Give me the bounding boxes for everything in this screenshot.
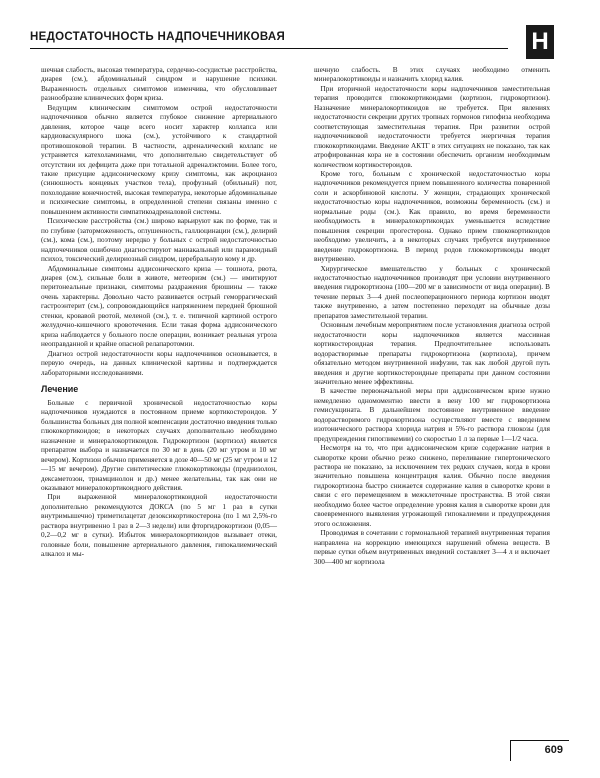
paragraph: Проводимая в сочетании с гормональной терапией внутривенная терапия направлена на коррекцию имеющихся нарушений обмена веществ. В первые сутки объем внутривенных введений составляет 3—4 л и включает 300—400 мг кортизола [314, 529, 550, 566]
paragraph: Несмотря на то, что при аддисоническом кризе содержание натрия в сыворотке крови обычно резко снижено, переливание гипертонического раствора не показано, за исключением тех редких случаев, когда в крови значительно повышена концентрация калия. Обычно после введения гидрокортизона быстро снижается содержание калия в сыворотке крови в связи с его перемещением в межклеточные пространства. В этой связи необходимо более частое определение уровня калия в сыворотке крови для своевременного выявления угрожающей гипокалиемии и предупреждения этого осложнения. [314, 444, 550, 528]
paragraph: Хирургическое вмешательство у больных с хронической недостаточностью надпочечников производят при условии внутривенного введения гидрокортизона (100—200 мг в зависимости от вида операции). В течение первых 3—4 дней послеоперационного периода кортизон вводят также внутривенно, а затем постепенно переходят на обычные дозы препаратов заместительной терапии. [314, 264, 550, 320]
paragraph: При вторичной недостаточности коры надпочечников заместительная терапия проводится глюкокортикоидами (кортизон, гидрокортизон). Назначение минералокортикоидов не требуется. При явлениях недостаточности секреции других тропных гормонов гипофиза необходима соответствующая заместительная терапия. При развитии острой надпочечниковой недостаточности требуется энергичная терапия глюкокортикоидами. Введение АКТГ в этих ситуациях не показано, так как атрофированная кора не в состоянии обеспечить организм необходимым количеством кортикостероидов. [314, 84, 550, 169]
paragraph: Психические расстройства (см.) широко варьируют как по форме, так и по глубине (заторможенность, оглушенность, галлюцинации (см.), делирий (см.), кома (см.), поэтому нередко у больных с острой недостаточностью надпочечников ошибочно диагностируют маниакальный или параноидный психоз, токсический делириозный синдром, церебральную кому и др. [41, 217, 277, 264]
paragraph: шечная слабость, высокая температура, сердечно-сосудистые расстройства, диарея (см.), абдоминальный синдром и нарушение психики. Выраженность отдельных симптомов изменчива, что обусловливает разнообразие клинических форм криза. [41, 66, 277, 103]
section-letter: Н [531, 28, 549, 55]
header-rule [30, 48, 508, 49]
paragraph: Диагноз острой недостаточности коры надпочечников основывается, в первую очередь, на данных клинической картины и подтверждается лабораторными исследованиями. [41, 349, 277, 377]
left-column [41, 66, 277, 560]
paragraph: Больные с первичной хронической недостаточностью коры надпочечников нуждаются в постоянном приеме кортикостероидов. У большинства больных для полной компенсации достаточно введения только глюкокортикоидов; в некоторых случаях дополнительно необходимо назначение и минералокортикоидов. Гидрокортизон (кортизол) является препаратом выбора и назначается по 30 мг в день (20 мг утром и 10 мг вечером). Кортизон обычно применяется в дозе 40—50 мг (25 мг утром и 12—15 мг вечером). Другие синтетические глюкокортикоиды (преднизолон, дексаметозон, триамцинолон и др.) менее желательны, так как они не оказывают минералокортикоидного действия. [41, 398, 277, 493]
running-header [30, 26, 508, 50]
paragraph: В качестве первоначальной меры при аддисоническом кризе нужно немедленно одномоментно ввести в вену 100 мг гидрокортизона гемисукцината. В дальнейшем постоянное внутривенное введение водорастворимого гидрокортизона осуществляют вместе с введением изотонического раствора хлорида натрия и 5%-го раствора глюкозы (для предупреждения гипогликемии) со скоростью 1 л за первые 1—1/2 часа. [314, 387, 550, 443]
section-heading: Лечение [41, 383, 79, 394]
page-number-box [510, 740, 569, 761]
header-title: НЕДОСТАТОЧНОСТЬ НАДПОЧЕЧНИКОВАЯ [30, 31, 286, 43]
paragraph: При выраженной минералокортикоидной недостаточности дополнительно рекомендуются ДОКСА (по 5 мг 1 раз в сутки внутримышечно) триметилацетат дезоксикортикостерона (по 1 мл 2,5%-го раствора внутривенно 1 раз в 2—3 недели) или фторгидрокортизон (0,05—0,2—0,2 мг в сутки). Избыток минералокортикоидов вызывает отеки, головные боли, повышение артериального давления, гипокалиемический алкалоз и мы- [41, 493, 277, 559]
paragraph: шечную слабость. В этих случаях необходимо отменить минералокортикоиды и назначить хлорид калия. [314, 66, 550, 84]
paragraph: Кроме того, больным с хронической недостаточностью коры надпочечников рекомендуется прием повышенного количества поваренной соли и аскорбиновой кислоты. У женщин, страдающих хронической недостаточностью коры надпочечников, возможны беременность (см.) и нормальные роды (см.). Как правило, во время беременности необходимость в минералокортикоидах уменьшается вследствие повышения секреции прогестерона. Однако прием глюкокортикоидов необходимо увеличить, а в некоторых случаях требуется внутривенное введение гидрокортизона. В период родов глюкокортикоиды вводят внутривенно. [314, 169, 550, 264]
right-column [314, 66, 550, 567]
paragraph: Абдоминальные симптомы аддисонического криза — тошнота, рвота, диарея (см.), сильные боли в животе, метеоризм (см.) — имитируют перитонеальные признаки, симптомы раздражения брюшины — также очень характерны. Довольно часто развивается острый геморрагический гастроэнтерит (см.), сопровождающийся напряжением передней брюшной стенки, кровавой рвотой, меленой (см.), т. е. типичной картиной острого желудочно-кишечного кровотечения. Если такая форма аддисонического криза наблюдается у больного после операции, возникает реальная угроза неоправданной и крайне опасной релапаротомии. [41, 264, 277, 349]
paragraph: Основным лечебным мероприятием после установления диагноза острой недостаточности коры надпочечников является массивная кортикостероидная терапия. Предпочтительнее использовать водорастворимые препараты гидрокортизона (кортизола), причем обязательно методом внутривенной инфузии, так как любой другой путь введения и другие кортикостероидные препараты при данном состоянии значительно менее эффективны. [314, 321, 550, 386]
paragraph: Ведущим клиническим симптомом острой недостаточности надпочечников обычно является глубокое снижение артериального давления, которое чаще всего носит характер коллапса или кардиоваскулярного шока (см.), устойчивого к стандартной противошоковой терапии. В частности, адреналический коллапс не устраняется катехоламинами, что дополнительно свидетельствует об отсутствии их дефицита даже при тотальной адреналэктомии. Более того, такие присущие аддисоническому кризу симптомы, как акроцианоз (синюшность концевых участков тела), профузный (обильный) пот, похолодание конечностей, высокая температура, некоторые абдоминальные и психические симптомы, в определенной степени связаны именно с повышением активности симпатикоадреналовой системы. [41, 103, 277, 216]
page-number: 609 [544, 744, 563, 756]
section-letter-tab [526, 25, 554, 59]
